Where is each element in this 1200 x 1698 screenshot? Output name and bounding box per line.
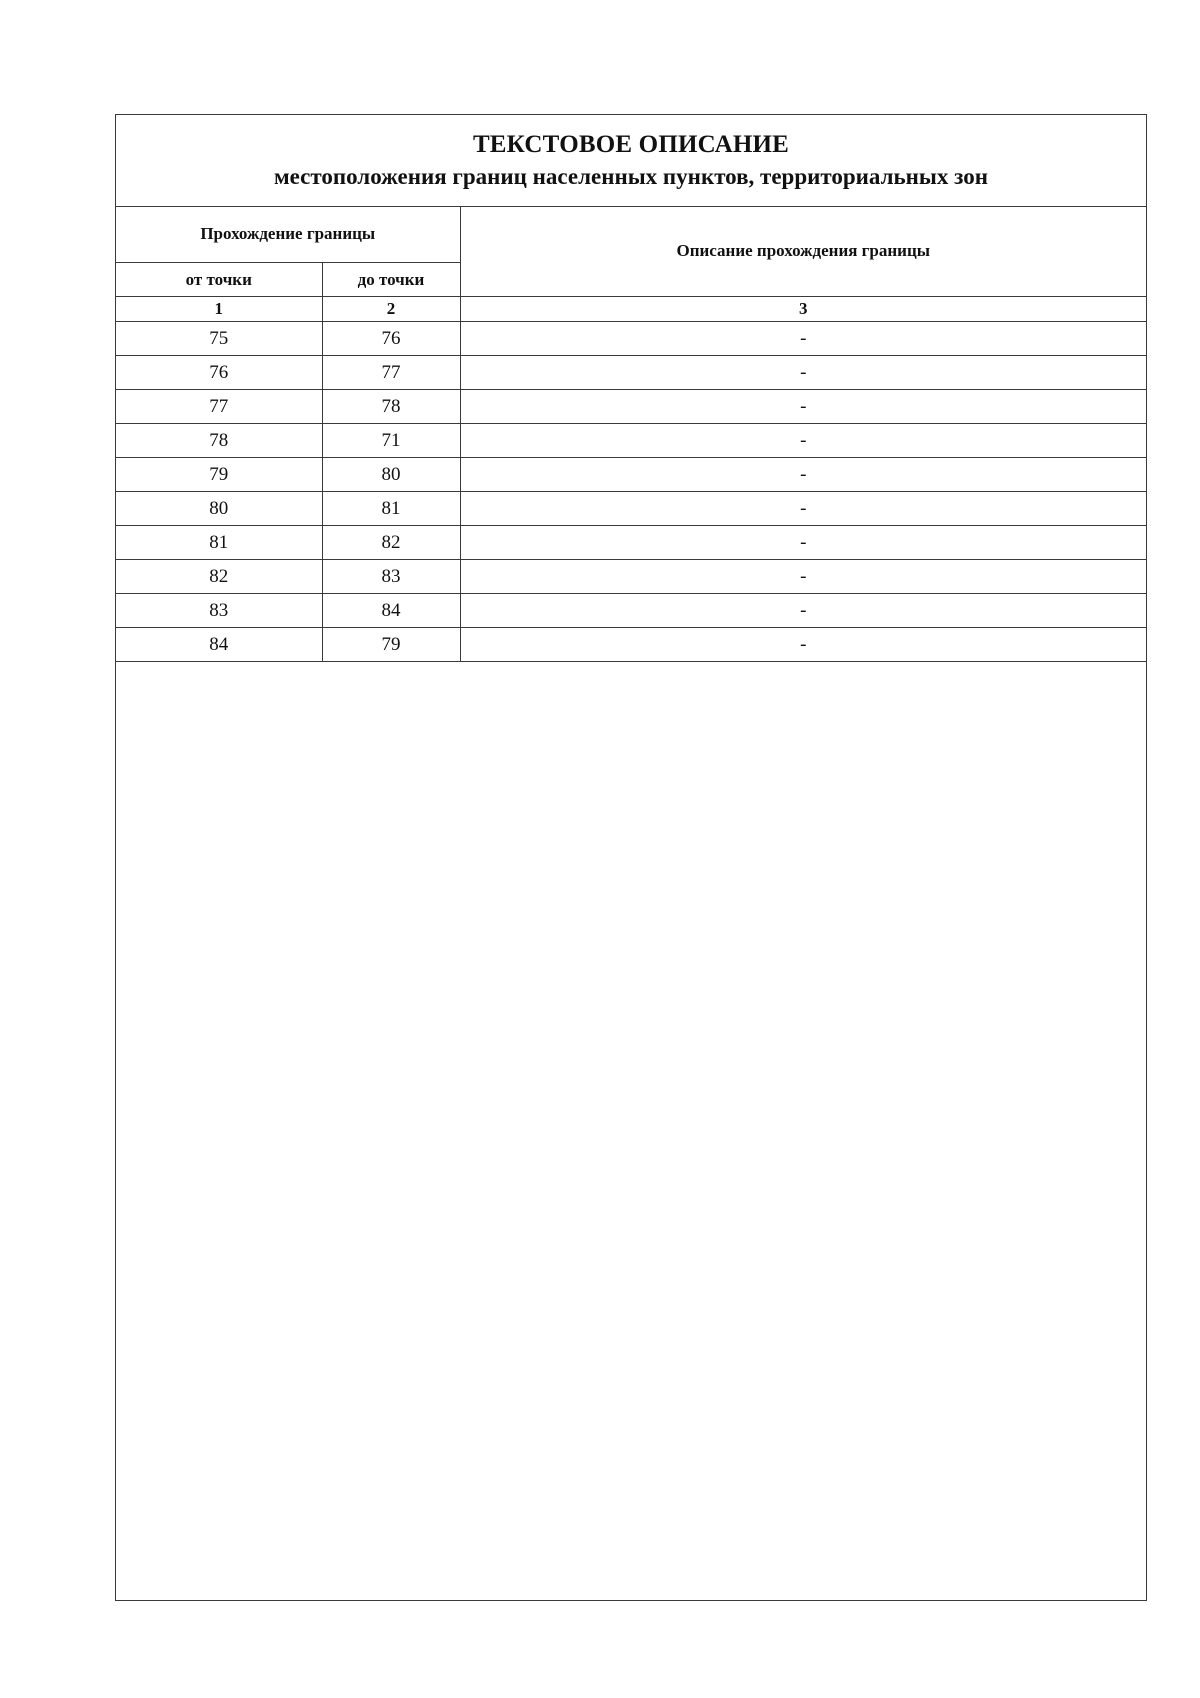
from-point-cell: 77 bbox=[116, 390, 322, 424]
table-row bbox=[116, 458, 1146, 492]
table-row bbox=[116, 560, 1146, 594]
column-number-2: 2 bbox=[322, 297, 460, 322]
description-cell: - bbox=[460, 424, 1146, 458]
description-cell: - bbox=[460, 458, 1146, 492]
column-number-3: 3 bbox=[460, 297, 1146, 322]
table-row bbox=[116, 356, 1146, 390]
from-point-cell: 78 bbox=[116, 424, 322, 458]
description-cell: - bbox=[460, 356, 1146, 390]
to-point-cell: 71 bbox=[322, 424, 460, 458]
table-row bbox=[116, 492, 1146, 526]
header-description: Описание прохождения границы bbox=[460, 206, 1146, 297]
header-boundary-passage: Прохождение границы bbox=[116, 206, 460, 263]
description-cell: - bbox=[460, 560, 1146, 594]
description-cell: - bbox=[460, 526, 1146, 560]
table-row bbox=[116, 424, 1146, 458]
from-point-cell: 80 bbox=[116, 492, 322, 526]
to-point-cell: 81 bbox=[322, 492, 460, 526]
document-title: ТЕКСТОВОЕ ОПИСАНИЕ bbox=[472, 131, 790, 158]
to-point-cell: 83 bbox=[322, 560, 460, 594]
to-point-cell: 84 bbox=[322, 594, 460, 628]
table-row bbox=[116, 628, 1146, 662]
description-cell: - bbox=[460, 492, 1146, 526]
table-row bbox=[116, 390, 1146, 424]
header-to-point: до точки bbox=[322, 263, 460, 297]
description-cell: - bbox=[460, 628, 1146, 662]
to-point-cell: 79 bbox=[322, 628, 460, 662]
to-point-cell: 80 bbox=[322, 458, 460, 492]
document-frame bbox=[115, 114, 1147, 1601]
description-cell: - bbox=[460, 594, 1146, 628]
table-row bbox=[116, 594, 1146, 628]
from-point-cell: 79 bbox=[116, 458, 322, 492]
table-row bbox=[116, 322, 1146, 356]
header-from-point: от точки bbox=[116, 263, 322, 297]
table-row bbox=[116, 526, 1146, 560]
to-point-cell: 78 bbox=[322, 390, 460, 424]
to-point-cell: 82 bbox=[322, 526, 460, 560]
from-point-cell: 84 bbox=[116, 628, 322, 662]
column-number-1: 1 bbox=[116, 297, 322, 322]
from-point-cell: 82 bbox=[116, 560, 322, 594]
from-point-cell: 76 bbox=[116, 356, 322, 390]
boundary-table bbox=[116, 206, 1146, 662]
to-point-cell: 76 bbox=[322, 322, 460, 356]
description-cell: - bbox=[460, 390, 1146, 424]
title-block bbox=[116, 115, 1146, 207]
from-point-cell: 81 bbox=[116, 526, 322, 560]
from-point-cell: 75 bbox=[116, 322, 322, 356]
description-cell: - bbox=[460, 322, 1146, 356]
document-subtitle: местоположения границ населенных пунктов, территориальных зон bbox=[274, 164, 988, 189]
from-point-cell: 83 bbox=[116, 594, 322, 628]
to-point-cell: 77 bbox=[322, 356, 460, 390]
